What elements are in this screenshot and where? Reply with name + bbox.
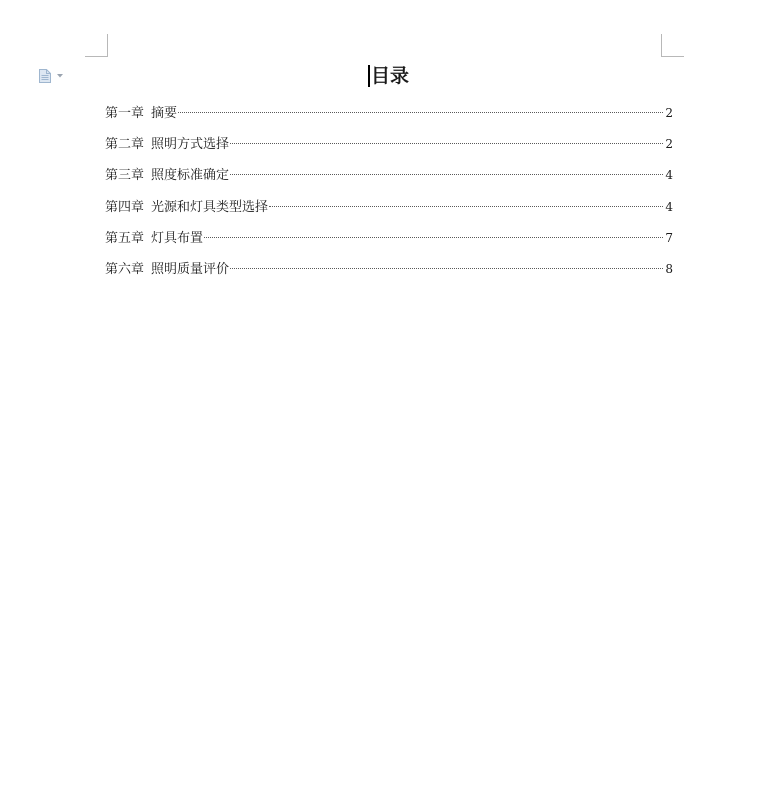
toc-list xyxy=(105,101,673,288)
toc-entry-label xyxy=(105,102,177,126)
crop-mark-top-left xyxy=(85,34,108,57)
toc-entry-label xyxy=(105,196,268,220)
toc-entry[interactable] xyxy=(105,132,673,163)
toc-title: 目录 xyxy=(370,65,409,87)
toc-page-number: 2 xyxy=(665,137,673,152)
toc-entry[interactable] xyxy=(105,163,673,194)
toc-heading: 摘要 xyxy=(151,106,178,121)
toc-entry-label xyxy=(105,164,229,188)
toc-dot-leader xyxy=(178,112,663,113)
toc-page-number: 8 xyxy=(665,261,673,276)
toc-heading: 光源和灯具类型选择 xyxy=(151,199,269,215)
toc-entry[interactable] xyxy=(105,195,673,226)
toc-title-line xyxy=(0,62,780,90)
toc-dot-leader xyxy=(204,237,663,238)
crop-mark-top-right xyxy=(661,34,684,57)
toc-chapter-number: 第四章 xyxy=(105,199,145,215)
toc-entry-label xyxy=(105,227,203,251)
toc-dot-leader xyxy=(269,206,663,207)
toc-page-number: 4 xyxy=(665,199,673,214)
toc-entry-label xyxy=(105,133,229,157)
toc-entry-label xyxy=(105,258,229,282)
toc-chapter-number: 第二章 xyxy=(105,137,145,153)
toc-heading: 照度标准确定 xyxy=(151,168,230,184)
toc-entry[interactable] xyxy=(105,257,673,288)
toc-page-number: 4 xyxy=(665,168,673,183)
toc-title-wrap[interactable] xyxy=(371,62,409,90)
toc-heading: 照明质量评价 xyxy=(151,261,230,277)
toc-page-number: 2 xyxy=(665,106,673,120)
toc-chapter-number: 第六章 xyxy=(105,261,145,277)
text-cursor xyxy=(368,65,370,87)
toc-entry[interactable] xyxy=(105,226,673,257)
toc-dot-leader xyxy=(230,268,663,269)
toc-dot-leader xyxy=(230,174,663,175)
toc-heading: 灯具布置 xyxy=(151,230,204,246)
toc-page-number: 7 xyxy=(665,230,673,245)
toc-chapter-number: 第五章 xyxy=(105,230,145,246)
toc-dot-leader xyxy=(230,143,663,144)
toc-entry[interactable] xyxy=(105,101,673,132)
toc-chapter-number: 第一章 xyxy=(105,106,145,121)
toc-chapter-number: 第三章 xyxy=(105,168,145,184)
toc-heading: 照明方式选择 xyxy=(151,137,230,153)
